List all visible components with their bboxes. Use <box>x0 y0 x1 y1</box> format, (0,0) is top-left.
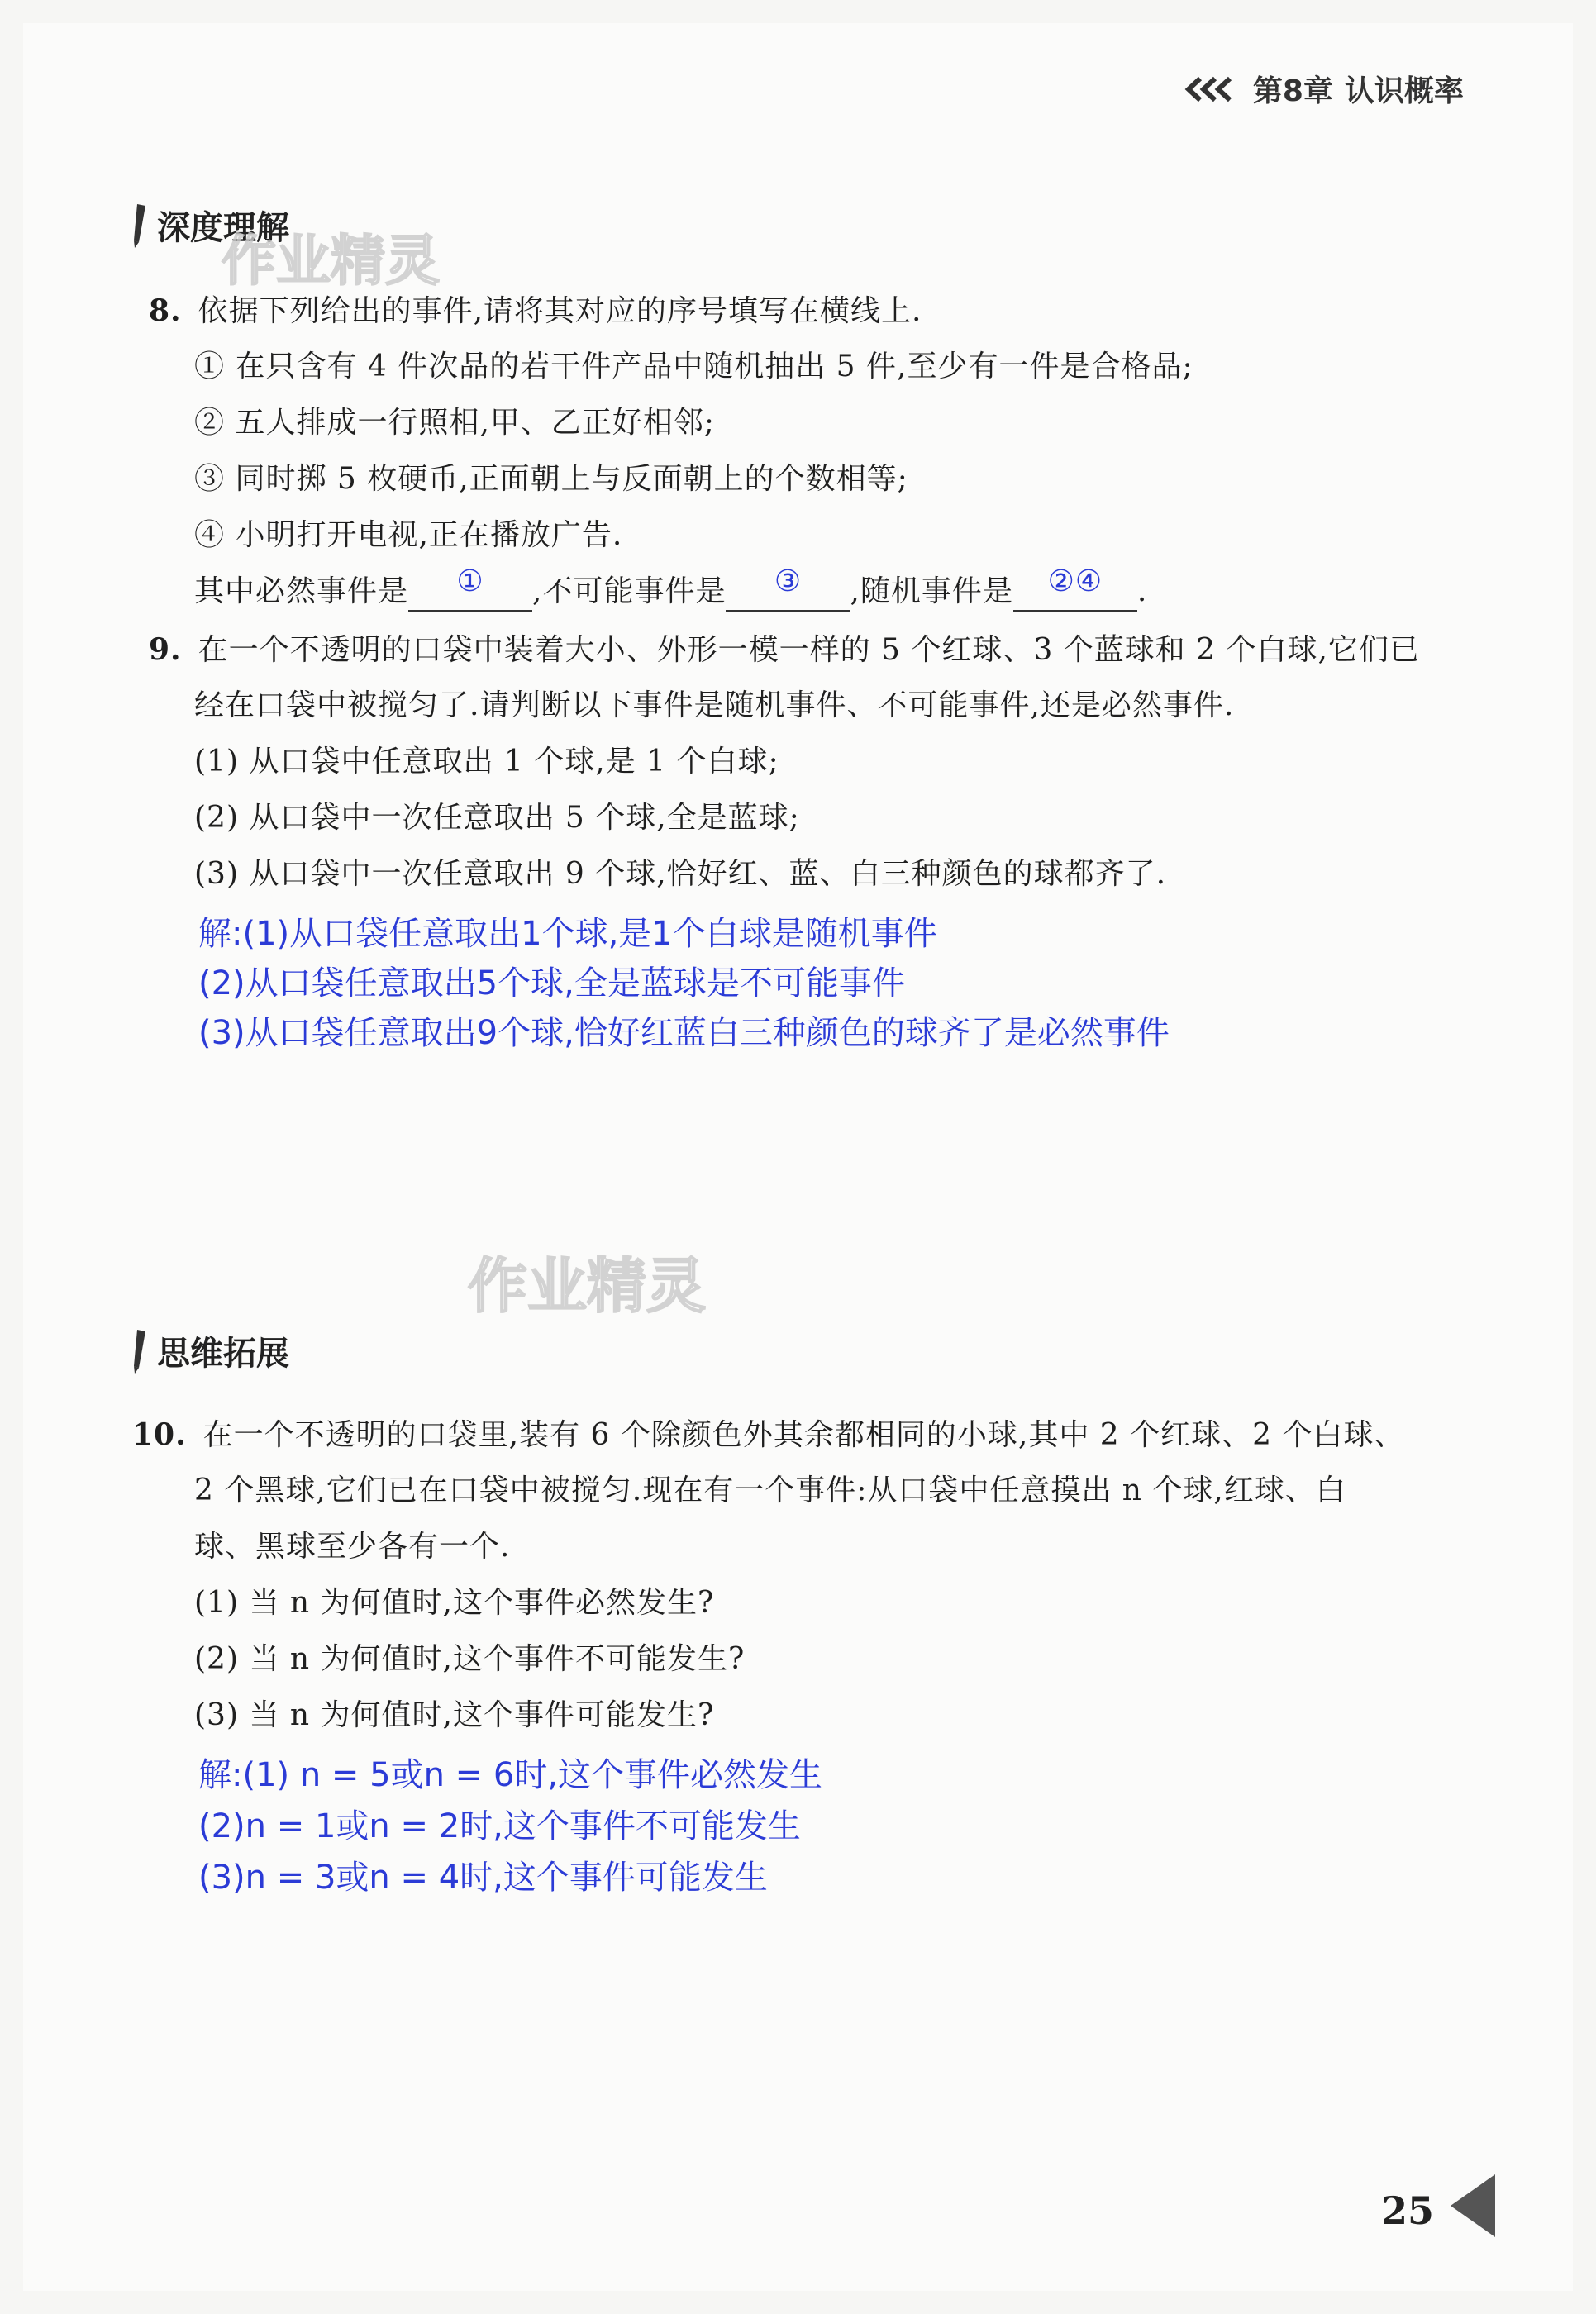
q10-answer-line-2: (2)n = 1或n = 2时,这个事件不可能发生 <box>198 1807 801 1845</box>
q8-stem: 8. 依据下列给出的事件,请将其对应的序号填写在横线上. <box>149 293 922 328</box>
fill-blank-impossible[interactable]: ③ <box>726 574 850 612</box>
q9-item-1: (1) 从口袋中任意取出 1 个球,是 1 个白球; <box>194 745 779 778</box>
q8-item-4: ④ 小明打开电视,正在播放广告. <box>194 518 623 552</box>
q9-stem-line-1: 9. 在一个不透明的口袋中装着大小、外形一模一样的 5 个红球、3 个蓝球和 2 个白球,它们已 <box>149 632 1420 667</box>
triple-chevron-left-icon <box>1184 75 1236 103</box>
q8-item-3: ③ 同时掷 5 枚硬币,正面朝上与反面朝上的个数相等; <box>194 462 908 496</box>
q10-item-2: (2) 当 n 为何值时,这个事件不可能发生? <box>194 1642 746 1676</box>
section-heading-expand: 思维拓展 <box>131 1327 289 1374</box>
q9-item-3: (3) 从口袋中一次任意取出 9 个球,恰好红、蓝、白三种颜色的球都齐了. <box>194 857 1167 891</box>
q9-answer-line-1: 解:(1)从口袋任意取出1个球,是1个白球是随机事件 <box>198 915 937 953</box>
q10-answer-line-3: (3)n = 3或n = 4时,这个事件可能发生 <box>198 1859 768 1897</box>
q8-item-2: ② 五人排成一行照相,甲、乙正好相邻; <box>194 406 716 440</box>
pencil-icon <box>131 1328 149 1374</box>
q9-stem-line-2: 经在口袋中被搅匀了.请判断以下事件是随机事件、不可能事件,还是必然事件. <box>194 688 1235 722</box>
q8-item-1: ① 在只含有 4 件次品的若干件产品中随机抽出 5 件,至少有一件是合格品; <box>194 350 1193 383</box>
q10-stem-line-1: 10. 在一个不透明的口袋里,装有 6 个除颜色外其余都相同的小球,其中 2 个红球、2 个白球、 <box>132 1417 1405 1452</box>
section-heading-deep: 深度理解 <box>131 202 289 249</box>
q9-answer-line-3: (3)从口袋任意取出9个球,恰好红蓝白三种颜色的球齐了是必然事件 <box>198 1014 1170 1052</box>
q9-item-2: (2) 从口袋中一次任意取出 5 个球,全是蓝球; <box>194 801 800 835</box>
triangle-left-icon <box>1447 2173 1497 2248</box>
question-number: 9. <box>149 632 182 667</box>
watermark: 作业精灵 <box>222 229 440 293</box>
q9-answer-line-2: (2)从口袋任意取出5个球,全是蓝球是不可能事件 <box>198 964 905 1002</box>
fill-blank-random[interactable]: ②④ <box>1013 574 1137 612</box>
question-number: 8. <box>149 293 182 328</box>
q10-item-3: (3) 当 n 为何值时,这个事件可能发生? <box>194 1698 715 1732</box>
q10-stem-line-3: 球、黑球至少各有一个. <box>194 1530 511 1564</box>
watermark: 作业精灵 <box>468 1251 707 1321</box>
q10-answer-line-1: 解:(1) n = 5或n = 6时,这个事件必然发生 <box>198 1756 823 1794</box>
q10-stem-line-2: 2 个黑球,它们已在口袋中被搅匀.现在有一个事件:从口袋中任意摸出 n 个球,红球、白 <box>194 1474 1346 1507</box>
q8-fill-line: 其中必然事件是 ① ,不可能事件是 ③ ,随机事件是 ②④ . <box>194 572 1147 612</box>
page-number: 25 <box>1381 2173 1497 2248</box>
question-number: 10. <box>132 1417 187 1452</box>
chapter-header <box>1184 68 1464 110</box>
fill-blank-certain[interactable]: ① <box>408 574 532 612</box>
pencil-icon <box>131 202 149 249</box>
chapter-title: 认识概率 <box>1344 74 1464 108</box>
chapter-label: 第8章 <box>1252 74 1333 108</box>
q10-item-1: (1) 当 n 为何值时,这个事件必然发生? <box>194 1586 715 1620</box>
